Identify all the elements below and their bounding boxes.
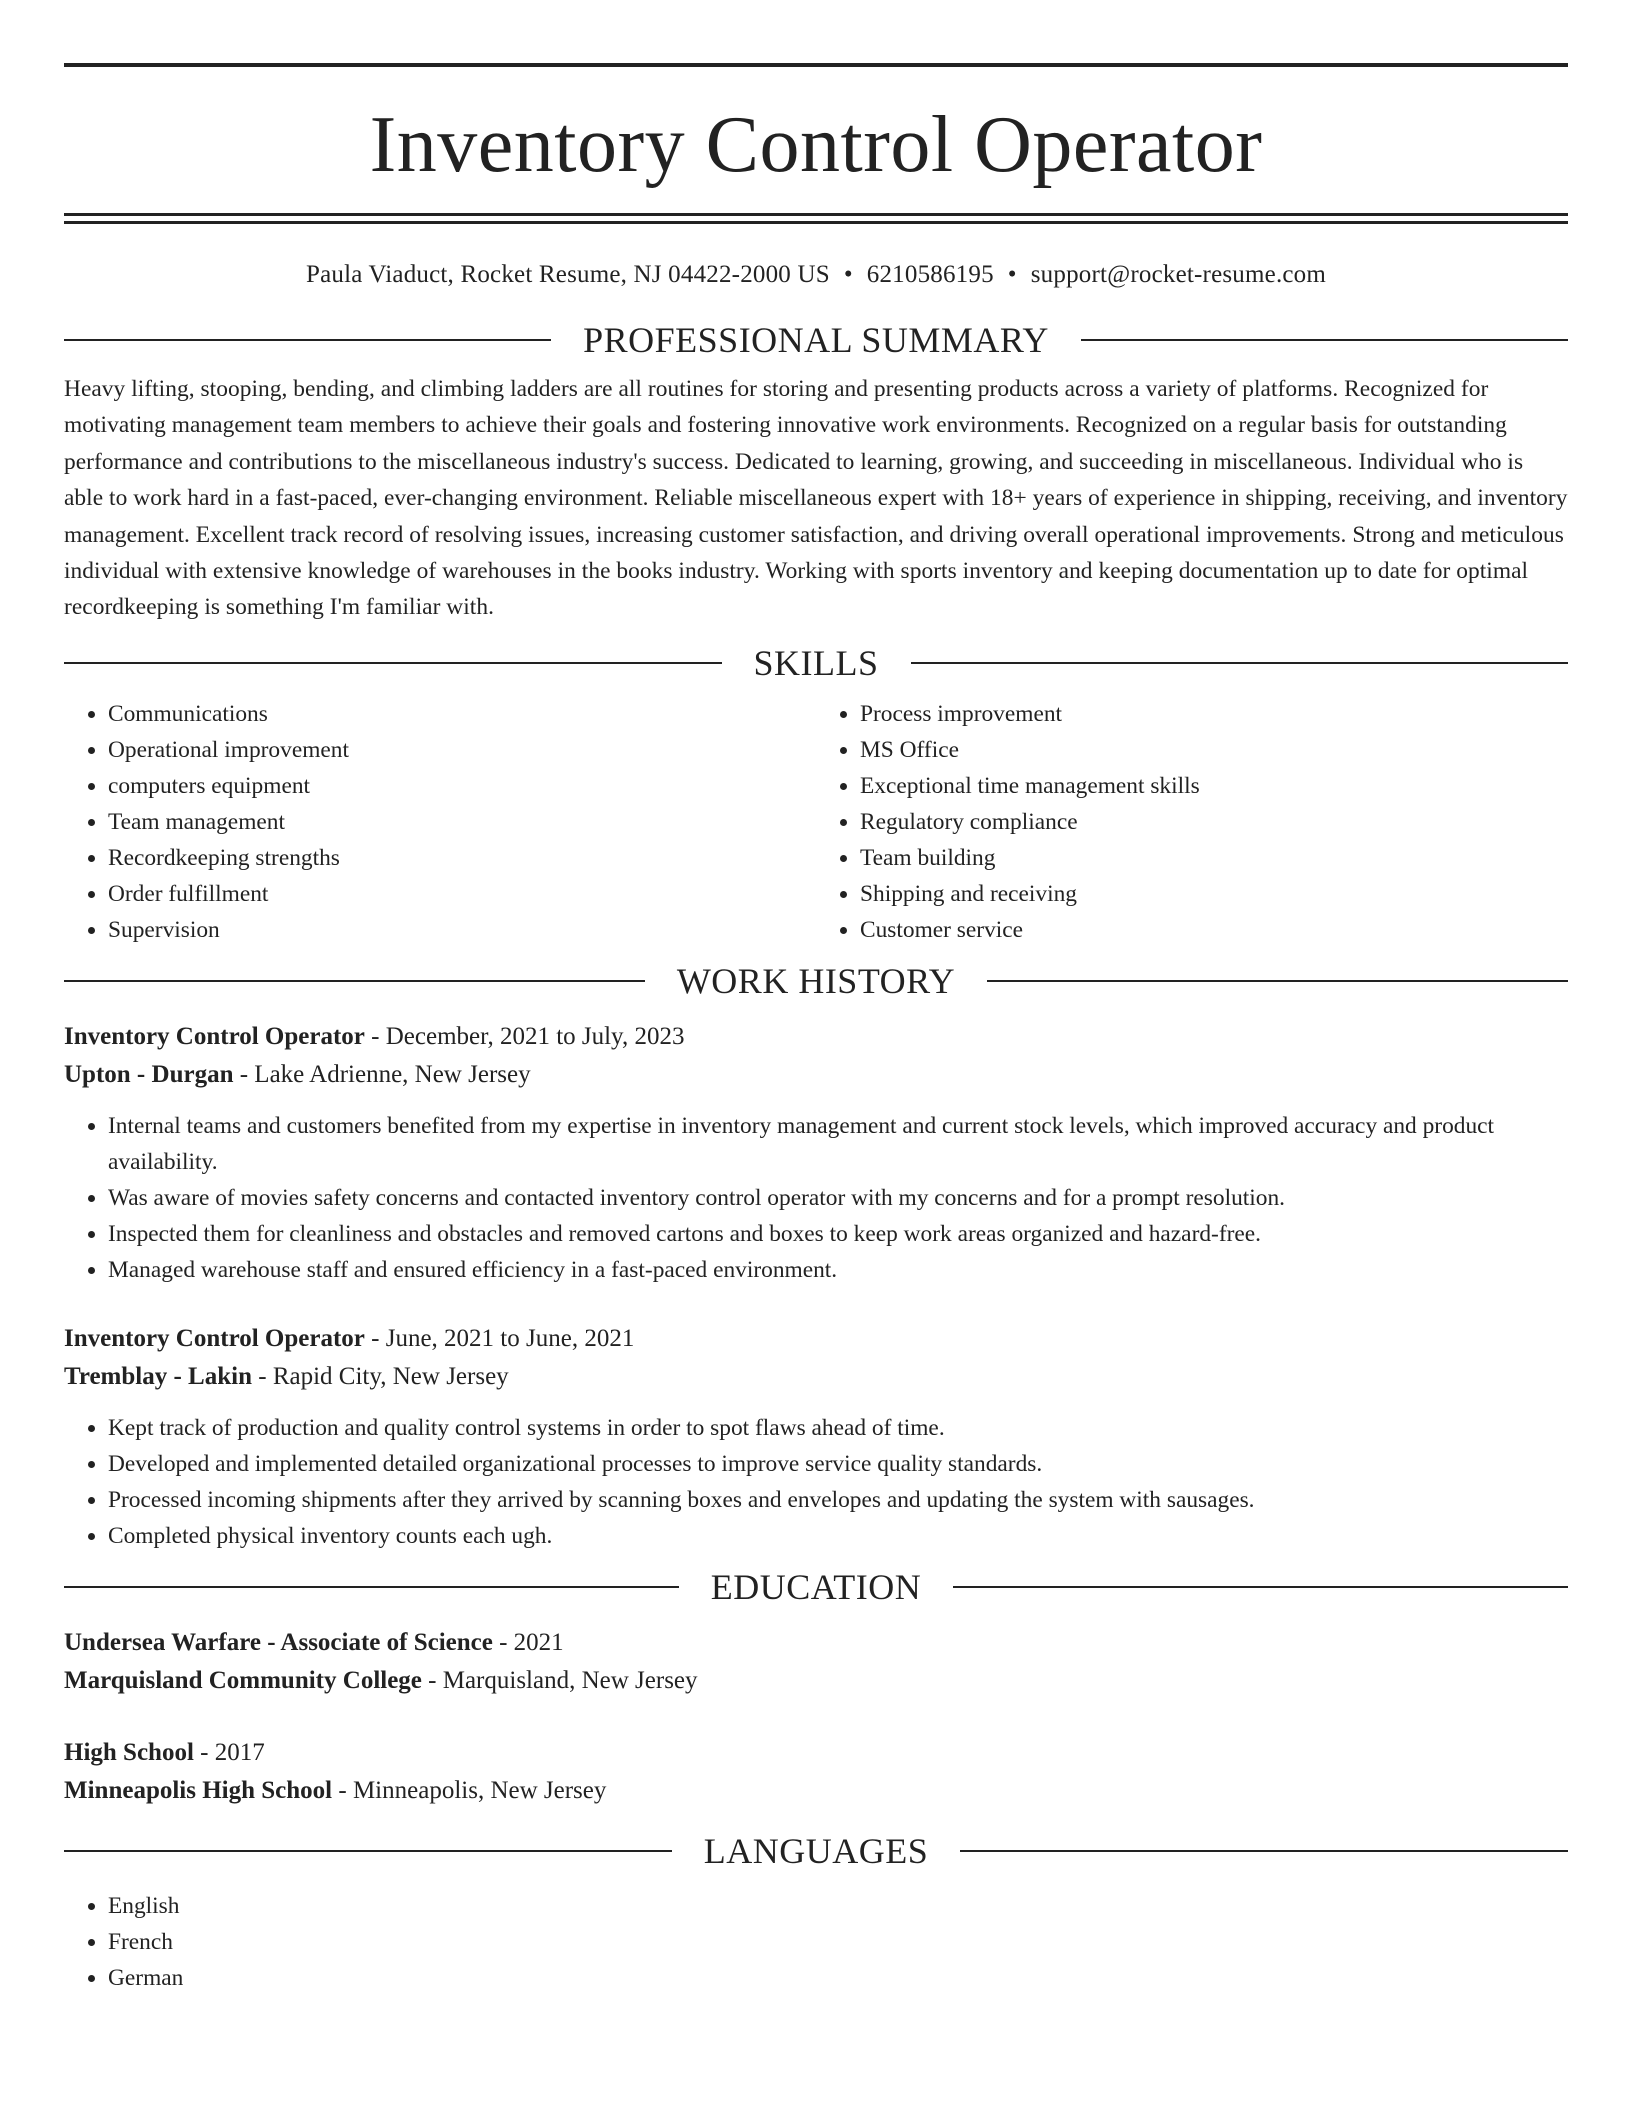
summary-heading-text: PROFESSIONAL SUMMARY — [583, 320, 1049, 360]
job-location: - Rapid City, New Jersey — [252, 1362, 509, 1390]
education-school-line — [64, 1662, 1568, 1700]
heading-rule — [64, 1586, 679, 1588]
languages-heading-text: LANGUAGES — [703, 1830, 929, 1871]
job-bullets — [64, 1410, 1568, 1554]
job-dates: - June, 2021 to June, 2021 — [364, 1324, 635, 1352]
skills-column-right — [816, 696, 1568, 948]
skills-heading-text: SKILLS — [753, 642, 879, 683]
skill-item: • Customer service — [860, 912, 1568, 948]
skills-heading — [64, 638, 1568, 688]
education-location: - Minneapolis, New Jersey — [332, 1776, 607, 1804]
job-bullet: • Developed and implemented detailed organizational processes to improve service quality standards. — [108, 1446, 1568, 1482]
heading-rule — [987, 980, 1568, 982]
resume-page — [64, 63, 1568, 1996]
job-bullet: • Kept track of production and quality control systems in order to spot flaws ahead of time. — [108, 1410, 1568, 1446]
job-title: Inventory Control Operator — [64, 1324, 365, 1352]
job-bullets — [64, 1108, 1568, 1288]
skill-item: • Supervision — [108, 912, 816, 948]
heading-rule — [1081, 339, 1568, 341]
languages-list — [64, 1888, 1568, 1996]
job-company-line — [64, 1358, 1568, 1396]
language-item: • French — [108, 1924, 1568, 1960]
title-double-rule — [64, 213, 1568, 224]
education-school: Marquisland Community College — [64, 1666, 422, 1694]
heading-rule — [64, 339, 551, 341]
heading-rule — [64, 662, 722, 664]
skill-item: • Process improvement — [860, 696, 1568, 732]
skill-item: • MS Office — [860, 732, 1568, 768]
job-company: Upton - Durgan — [64, 1060, 234, 1088]
skill-item: • Order fulfillment — [108, 876, 816, 912]
skill-item: • computers equipment — [108, 768, 816, 804]
job-company-line — [64, 1056, 1568, 1094]
education-degree: High School — [64, 1738, 194, 1766]
skill-item: • Regulatory compliance — [860, 804, 1568, 840]
job-bullet: • Was aware of movies safety concerns and contacted inventory control operator with my concerns and for a prompt resolution. — [108, 1180, 1568, 1216]
contact-line — [64, 255, 1568, 295]
education-entry — [64, 1624, 1568, 1700]
skill-item: • Team building — [860, 840, 1568, 876]
heading-rule — [953, 1586, 1568, 1588]
job-bullet: • Inspected them for cleanliness and obstacles and removed cartons and boxes to keep work areas organized and hazard-free. — [108, 1216, 1568, 1252]
skill-item: • Communications — [108, 696, 816, 732]
skill-item: • Exceptional time management skills — [860, 768, 1568, 804]
job-dates: - December, 2021 to July, 2023 — [364, 1022, 685, 1050]
contact-separator: • — [843, 261, 853, 288]
summary-text: Heavy lifting, stooping, bending, and climbing ladders are all routines for storing and presenting products across a variety of platforms. Recognized for motivating management team members to achieve their goals and fostering innovative work environments. Recognized on a regular basis for outstanding performance and contributions to the miscellaneous industry's success. Dedicated to learning, growing, and succeeding in miscellaneous. Individual who is able to work hard in a fast-paced, ever-changing environment. Reliable miscellaneous expert with 18+ years of experience in shipping, receiving, and inventory management. Excellent track record of resolving issues, increasing customer satisfaction, and driving overall operational improvements. Strong and meticulous individual with extensive knowledge of warehouses in the books industry. Working with sports inventory and keeping documentation up to date for optimal recordkeeping is something I'm familiar with. — [64, 376, 1568, 621]
education-location: - Marquisland, New Jersey — [421, 1666, 698, 1694]
education-degree-line — [64, 1624, 1568, 1662]
skills-column-left — [64, 696, 816, 948]
education-degree: Undersea Warfare - Associate of Science — [64, 1628, 493, 1656]
skill-item: • Recordkeeping strengths — [108, 840, 816, 876]
education-heading-text: EDUCATION — [710, 1566, 922, 1607]
education-heading — [64, 1562, 1568, 1612]
job-bullet: • Internal teams and customers benefited from my expertise in inventory management and current stock levels, which improved accuracy and product availability. — [108, 1108, 1568, 1180]
education-degree-line — [64, 1734, 1568, 1772]
language-item: • German — [108, 1960, 1568, 1996]
skill-item: • Operational improvement — [108, 732, 816, 768]
heading-rule — [64, 980, 645, 982]
skill-item: • Team management — [108, 804, 816, 840]
heading-rule — [64, 1850, 672, 1852]
job-entry — [64, 1018, 1568, 1288]
job-bullet: • Processed incoming shipments after they arrived by scanning boxes and envelopes and updating the system with sausages. — [108, 1482, 1568, 1518]
job-title-line — [64, 1018, 1568, 1056]
skills-list — [64, 696, 1568, 948]
job-bullet: • Managed warehouse staff and ensured efficiency in a fast-paced environment. — [108, 1252, 1568, 1288]
top-rule — [64, 63, 1568, 67]
heading-rule — [960, 1850, 1568, 1852]
education-school-line — [64, 1772, 1568, 1810]
education-year: - 2021 — [492, 1628, 564, 1656]
skill-item: • Shipping and receiving — [860, 876, 1568, 912]
education-year: - 2017 — [193, 1738, 265, 1766]
contact-separator: • — [1007, 261, 1017, 288]
resume-title: Inventory Control Operator — [369, 101, 1263, 189]
education-school: Minneapolis High School — [64, 1776, 333, 1804]
job-title-line — [64, 1320, 1568, 1358]
job-bullet: • Completed physical inventory counts each ugh. — [108, 1518, 1568, 1554]
contact-email: support@rocket-resume.com — [1030, 261, 1327, 288]
contact-phone: 6210586195 — [866, 261, 994, 288]
job-location: - Lake Adrienne, New Jersey — [233, 1060, 531, 1088]
work-heading-text: WORK HISTORY — [676, 960, 956, 1001]
languages-heading — [64, 1826, 1568, 1876]
heading-rule — [911, 662, 1569, 664]
job-entry — [64, 1320, 1568, 1554]
work-heading — [64, 956, 1568, 1006]
job-company: Tremblay - Lakin — [64, 1362, 252, 1390]
contact-address: Paula Viaduct, Rocket Resume, NJ 04422-2000 US — [305, 261, 830, 288]
language-item: • English — [108, 1888, 1568, 1924]
education-entry — [64, 1734, 1568, 1810]
summary-heading — [64, 315, 1568, 365]
job-title: Inventory Control Operator — [64, 1022, 365, 1050]
